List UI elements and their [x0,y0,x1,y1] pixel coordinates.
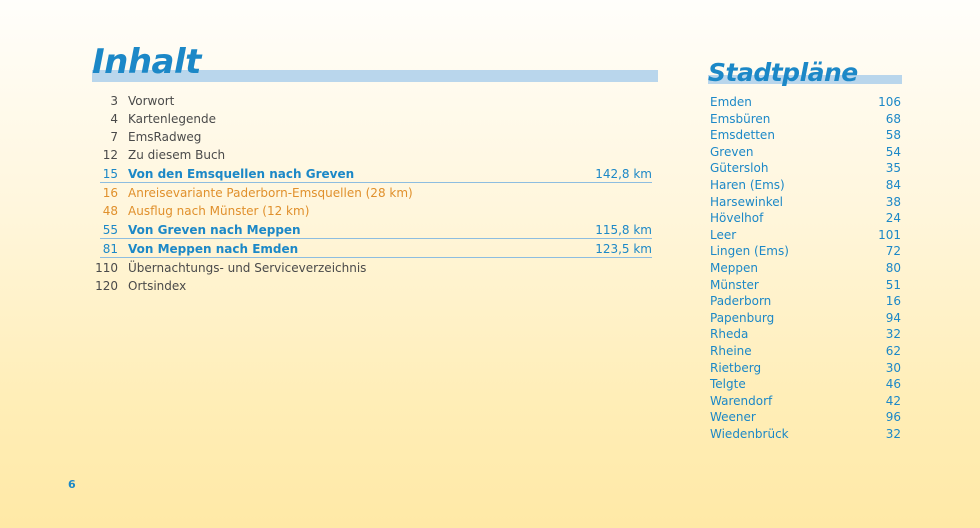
city-map-entry[interactable] [709,409,901,426]
city-page-number: 96 [885,410,901,425]
city-name: Greven [710,144,754,159]
city-page-number: 46 [885,377,901,392]
toc-entry[interactable] [92,146,654,164]
page-number: 6 [68,478,76,491]
city-name: Paderborn [710,294,772,309]
toc-entry-title: Ausflug nach Münster (12 km) [128,204,310,218]
city-maps-heading [708,56,902,90]
city-map-entry[interactable] [709,227,901,244]
toc-entry-distance: 123,5 km [595,242,652,256]
toc-heading [92,40,658,86]
toc-page-number: 16 [102,186,118,200]
toc-entry-title: Von Meppen nach Emden [128,242,299,256]
city-map-entry[interactable] [709,160,901,177]
city-name: Rheda [710,327,749,342]
city-map-entry[interactable] [709,360,901,377]
city-map-entry[interactable] [709,310,901,327]
city-map-entry[interactable] [709,376,901,393]
city-name: Harsewinkel [710,194,783,209]
city-map-entry[interactable] [709,326,901,343]
city-page-number: 68 [885,111,901,126]
toc-entry-distance: 115,8 km [595,223,652,237]
toc-page-number: 12 [102,148,118,162]
toc-page-number: 110 [95,261,118,275]
table-of-contents [92,92,654,295]
toc-entry-distance: 142,8 km [595,167,652,181]
toc-entry-title: Von Greven nach Meppen [128,223,301,237]
city-map-entry[interactable] [709,210,901,227]
toc-entry[interactable] [92,202,654,220]
city-name: Hövelhof [710,211,764,226]
toc-page-number: 7 [110,130,118,144]
toc-page-number: 4 [110,112,118,126]
city-page-number: 35 [885,161,901,176]
city-page-number: 106 [878,95,901,109]
city-page-number: 101 [878,227,901,242]
city-page-number: 32 [885,426,901,441]
city-map-entry[interactable] [709,343,901,360]
toc-page-number: 120 [95,279,118,293]
city-page-number: 72 [885,244,901,259]
city-name: Warendorf [710,393,773,408]
city-map-entry[interactable] [709,144,901,161]
city-page-number: 30 [885,360,901,375]
toc-entry[interactable] [92,128,654,146]
toc-entry-title: Von den Emsquellen nach Greven [128,167,355,181]
city-map-entry[interactable] [709,243,901,260]
city-maps-list [709,94,901,442]
city-name: Leer [710,227,737,242]
city-page-number: 38 [885,194,901,209]
city-page-number: 32 [885,327,901,342]
toc-entry-title: Vorwort [128,94,175,108]
city-page-number: 62 [885,343,901,358]
toc-title: Inhalt [92,42,201,82]
city-map-entry[interactable] [709,177,901,194]
city-map-entry[interactable] [709,194,901,211]
city-page-number: 42 [885,393,901,408]
city-name: Emsbüren [710,111,771,126]
city-page-number: 16 [885,294,901,309]
toc-entry-title: Anreisevariante Paderborn-Emsquellen (28 km) [128,186,413,200]
toc-entry-title: Übernachtungs- und Serviceverzeichnis [128,261,367,275]
toc-entry-title: EmsRadweg [128,130,202,144]
toc-page-number: 81 [102,242,118,256]
city-name: Meppen [710,260,758,275]
city-page-number: 94 [885,310,901,325]
toc-entry-title: Kartenlegende [128,112,216,126]
toc-entry[interactable] [92,240,654,258]
city-name: Weener [710,410,756,425]
city-name: Rietberg [710,360,762,375]
city-name: Telgte [710,377,746,392]
toc-page-number: 3 [110,94,118,108]
toc-entry[interactable] [92,110,654,128]
city-name: Papenburg [710,310,775,325]
city-page-number: 51 [885,277,901,292]
city-map-entry[interactable] [709,293,901,310]
city-name: Wiedenbrück [710,426,789,441]
toc-entry-title: Ortsindex [128,279,187,293]
toc-entry[interactable] [92,165,654,183]
city-map-entry[interactable] [709,426,901,443]
city-name: Lingen (Ems) [710,244,789,259]
city-map-entry[interactable] [709,260,901,277]
city-map-entry[interactable] [709,393,901,410]
city-page-number: 80 [885,260,901,275]
toc-entry[interactable] [92,259,654,277]
city-maps-title: Stadtpläne [708,58,858,87]
toc-page-number: 55 [102,223,118,237]
city-name: Haren (Ems) [710,177,785,192]
city-name: Münster [710,277,759,292]
toc-entry-title: Zu diesem Buch [128,148,226,162]
city-name: Rheine [710,343,752,358]
city-name: Emsdetten [710,128,775,143]
toc-entry[interactable] [92,184,654,202]
toc-entry[interactable] [92,277,654,295]
city-map-entry[interactable] [709,277,901,294]
city-page-number: 84 [885,177,901,192]
toc-page-number: 15 [102,167,118,181]
toc-entry[interactable] [92,221,654,239]
city-map-entry[interactable] [709,111,901,128]
city-page-number: 24 [885,211,901,226]
city-name: Gütersloh [710,161,769,176]
city-name: Emden [710,95,752,109]
city-page-number: 58 [885,128,901,143]
city-map-entry[interactable] [709,94,901,111]
city-map-entry[interactable] [709,127,901,144]
city-page-number: 54 [885,144,901,159]
toc-page-number: 48 [102,204,118,218]
toc-entry[interactable] [92,92,654,110]
